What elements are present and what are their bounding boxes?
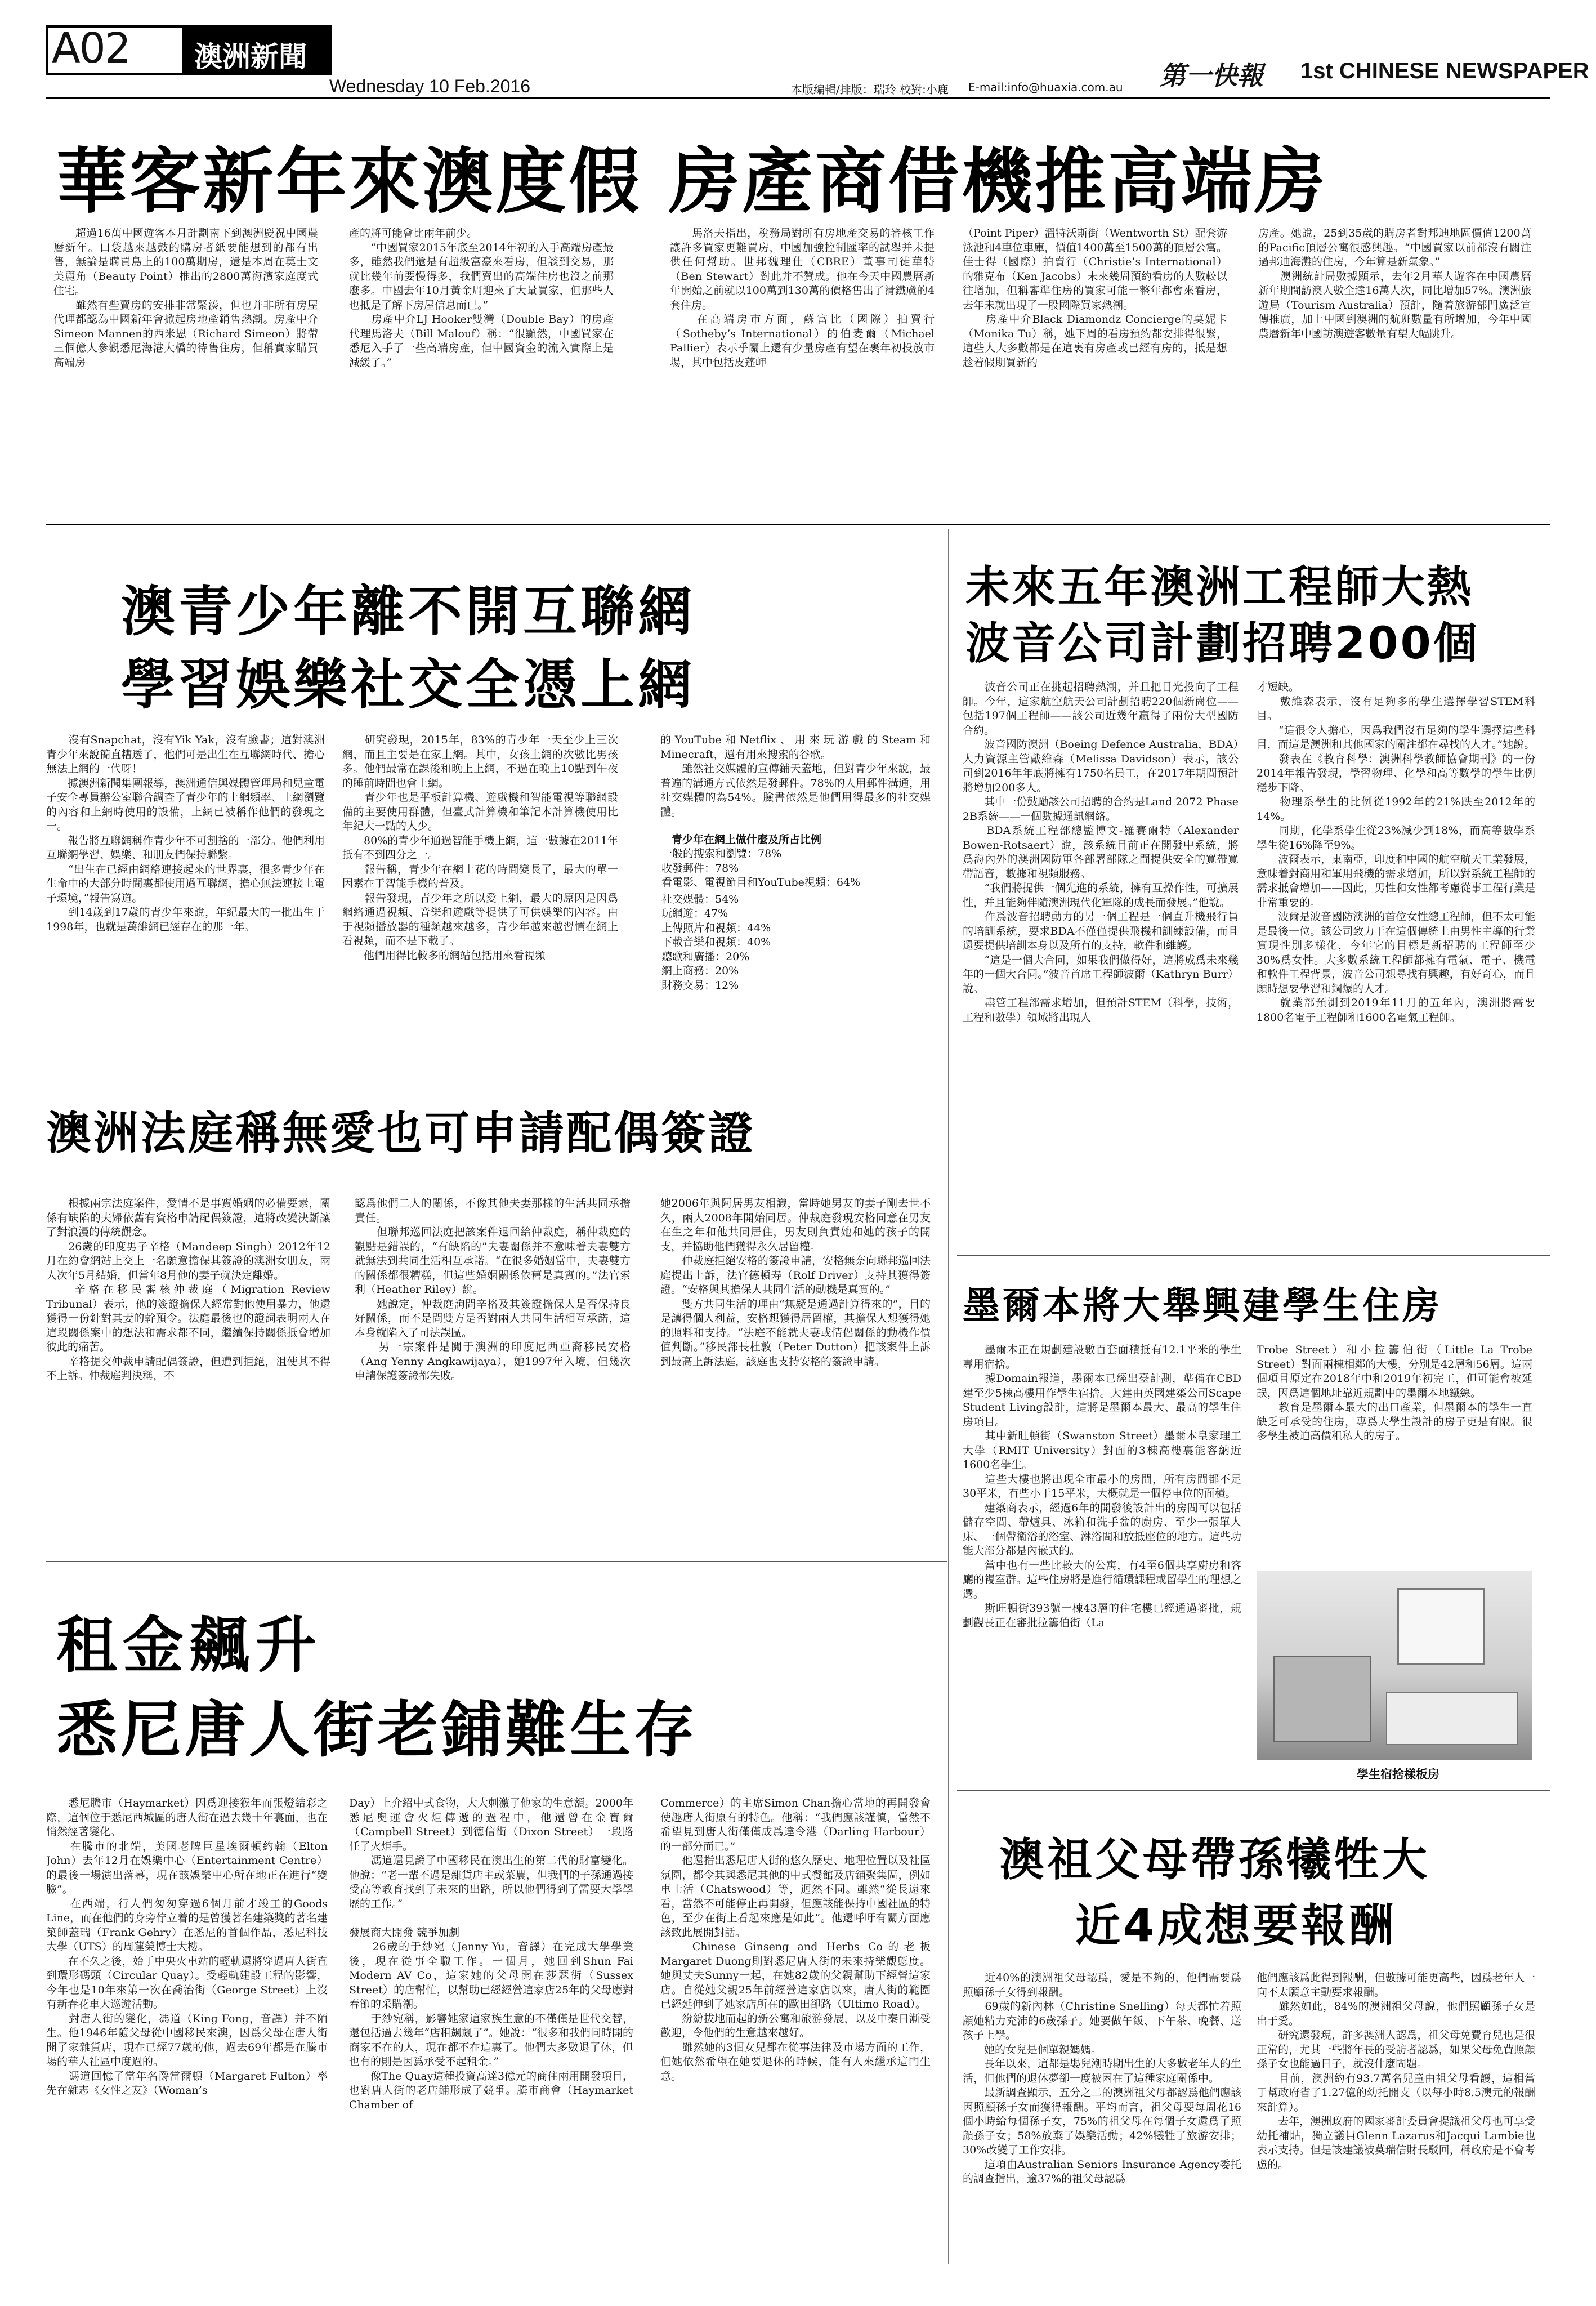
internet-headline-1: 澳青少年離不開互聯網 xyxy=(121,580,695,643)
engineers-col-2: 才短缺。 戴維森表示，沒有足夠多的學生選擇學習STEM科目。 “這很令人擔心，因爲我們沒有足夠的學生選擇這些科目，而這是澳洲和其他國家的關注都在尋找的人才。”她說。 發表在《教育科學：澳洲科學教師協會期刊》的一份2014年報告發現，學習物理、化學和高等數學的學生比例穩步下降。 物理系學生的比例從1992年的21%跌至2012年的14%。 同期，化學系學生從23%減少到18%，而高等數學系學生從16%降至9%。 波爾表示，東南亞，印度和中國的航空航天工業發展，意味着對商用和軍用飛機的需求增加，所以對系統工程師的需求抵會增加——因此，男性和女性都考慮從事工程行業是非常重要的。 波爾是波音國防澳洲的首位女性總工程師，但不太可能是最後一位。該公司致力于在這個傳統上由男性主導的行業實現性別多樣化，今年它的目標是新招聘的工程師至少30%爲女性。大多數系統工程師都擁有電氣、電子、機電和軟件工程背景，波音公司想尋找有興趣，有好奇心，而且願時想要學習和鋼爆的人才。 就業部預測到2019年11月的五年內，澳洲將需要1800名電子工程師和1600名電氣工程師。 xyxy=(1257,681,1535,1024)
court-col-3: 她2006年與阿居男友相識，當時她男友的妻子剛去世不久，兩人2008年開始同居。仲裁庭發現安格同意在男友在生之年和他共同居住，男友則負責她和她的孩子的開支，并協助他們獲得永久居留權。 仲裁庭拒絕安格的簽證申請，安格無奈向聯邦巡回法庭提出上訴，法官德頓寿（Rolf Driver）支持其獲得簽證。“安格與其擔保人共同生活的動機是真實的。” 雙方共同生活的理由“無疑是通過計算得來的”，目的是讓得個人利益，安格想獲得居留權，其擔保人想獲得她的照料和支持。“法庭不能就夫妻或情侶關係的動機作價值判斷。”移民部長杜敦（Peter Dutton）把該案件上訴到最高上訴法庭，該庭也支持安格的簽證申請。 xyxy=(660,1197,931,1368)
internet-stat-item: 社交媒體：54% xyxy=(661,893,739,906)
grandparents-headline-1: 澳祖父母帶孫犧牲大 xyxy=(999,1834,1430,1886)
court-col-2: 認爲他們二人的關係，不像其他夫妻那樣的生活共同承擔責任。 但聯邦巡回法庭把該案件退回給仲裁庭，稱仲裁庭的觀點是錯誤的，“有缺陷的”夫妻關係并不意味着夫妻雙方就無法到共同生活相互承諾。“在很多婚姻當中，夫妻雙方的關係都很糟糕，但這些婚姻關係依舊是真實的。”法官索利（Heather Riley）說。 她說定，仲裁庭詢問辛格及其簽證擔保人是否保持良好關係，而不是問雙方是否對兩人共同生活相互承諾，這本身就陷入了司法誤區。 另一宗案件是關于澳洲的印度尼西亞裔移民安格（Ang Yenny Angkawijaya），她1997年入境，但幾次申請保護簽證都失敗。 xyxy=(355,1197,631,1382)
lead-col-2: 產的將可能會比兩年前少。 “中國買家2015年底至2014年初的入手高端房產最多，雖然我們還是有超級富豪來看房，但談到交易，那就比幾年前要慢得多，我們賣出的高端住房也沒之前那麼多。中國去年10月黃金周迎來了大量買家，但那些人也抵是了解下房屋信息而已。” 房產中介LJ Hooker雙灣（Double Bay）的房產代理馬洛夫（Bill Malouf）稱：“很顯然，中國買家在悉尼入手了一些高端房產，但中國資金的流入實際上是減緩了。” xyxy=(349,227,614,369)
photo-caption: 學生宿捨樣板房 xyxy=(1357,1768,1439,1781)
students-headline: 墨爾本將大舉興建學生住房 xyxy=(963,1284,1442,1327)
rent-col-2: Day）上介紹中式食物，大大刺激了他家的生意額。2000年悉尼奧運會火炬傳遞的過程中，他還曾在金寶爾（Campbell Street）到德信街（Dixon Street）一段路任了火炬手。 馮道還見證了中國移民在澳出生的第二代的財富變化。他說：“老一輩不過是雜貨店主或菜農，但我們的子孫通過接受高等教育找到了未來的出路，所以他們得到了需要大學學歷的工作。” 發展商大開發 競爭加劇 26歲的于紗宛（Jenny Yu，音譯）在完成大學學業後，現在從事全職工作。一個月，她回到Shun Fai Modern AV Co，這家她的父母開在莎瑟街（Sussex Street）的店幫忙，以幫助已經經營這家店25年的父母應對春節的采購潮。 于紗宛稱，影響她家這家族生意的不僅僅是世代交替，還包括過去幾年“店租飆飆了”。她說：“很多和我們同時開的商家不在的人，現在都不在這裏了。他們大多數退了休，但也有的則是因爲承受不起租金。” 像The Quay這種投資高達3億元的商住兩用開發項目，也對唐人街的老店鋪形成了競爭。騰市商會（Haymarket Chamber of xyxy=(349,1797,633,2111)
internet-stat-item: 玩網遊：47% xyxy=(661,907,728,920)
masthead-editors: 本版編輯/排版：瑞玲 校對:小鹿 xyxy=(791,83,949,96)
grandparents-headline-2: 近4成想要報酬 xyxy=(1075,1899,1397,1952)
rent-headline-2: 悉尼唐人街老鋪難生存 xyxy=(56,1695,699,1765)
internet-stat-item: 看電影、電視節目和YouTube視頻：64% xyxy=(661,876,861,889)
masthead-email: E-mail:info@huaxia.com.au xyxy=(968,81,1123,94)
lead-bottom-rule xyxy=(46,524,1550,525)
rent-col-1: 悉尼騰市（Haymarket）因爲迎接猴年而張燈結彩之際，這個位于悉尼西城區的唐人街在過去幾十年裏面，也在悄然經著變化。 在騰市的北端，美國老牌巨星埃爾頓約翰（Elton John）去年12月在娛樂中心（Entertainment Centre）的最後一場演出落幕，現在該娛樂中心所在地正在進行“變臉”。 在西端，行人們匆匆穿過6個月前才竣工的Goods Line，而在他們的身旁佇立着的是曾獲著名建築獎的著名建築師蓋瑞（Frank Gehry）在悉尼的首個作品，悉尼科技大學（UTS）的周蓮榮博士大樓。 在不久之後，始于中央火車站的輕軌還將穿過唐人街直到環形碼頭（Circular Quay）。受輕軌建設工程的影響，今年也是10年來第一次在喬治街（George Street）上沒有新春花車大巡遊活動。 對唐人街的變化，馮道（King Fong，音譯）并不陌生。他1946年隨父母從中國移民來澳，因爲父母在唐人街開了家雜貨店，現在已經77歲的他，過去69年都是在騰市場的華人社區中度過的。 馮道回憶了當年名爵當爾頓（Margaret Fulton）率先在雜志《女性之友》（Woman’s xyxy=(46,1797,328,2097)
internet-col-2: 研究發現，2015年，83%的青少年一天至少上三次網，而且主要是在家上網。其中，女孩上網的次數比男孩多。他們最常在課後和晚上上網，不過在晚上10點到午夜的睡前時間也會上網。 青少年也是平板計算機、遊戲機和智能電視等聯網設備的主要使用群體，但臺式計算機和筆記本計算機使用比年紀大一點的人少。 80%的青少年通過智能手機上網，這一數據在2011年抵有不到四分之一。 報告稱，青少年在網上花的時間變長了，最大的單一因素在于智能手機的普及。 報告發現，青少年之所以愛上網，最大的原因是因爲網絡通過視頻、音樂和遊戲等提供了可供娛樂的內容。由于視頻播放器的種類越來越多，青少年越來越習慣在網上看視頻，而不是下載了。 他們用得比較多的網站包括用來看視頻 xyxy=(342,734,618,962)
court-headline: 澳洲法庭稱無愛也可申請配偶簽證 xyxy=(46,1107,755,1159)
internet-stat-item: 一般的搜索和瀏覽：78% xyxy=(661,848,782,860)
engineers-headline-2: 波音公司計劃招聘200個 xyxy=(965,618,1479,669)
internet-col-1: 沒有Snapchat，沒有Yik Yak，沒有臉書；這對澳洲青少年來說簡直糟透了，他們可是出生在互聯網時代、擔心無法上網的一代呀！ 據澳洲新聞集團報導，澳洲通信與媒體管理局和兒童電子安全專員辦公室聯合調查了青少年的上網頻率、上網瀏覽的內容和上網時使用的設備，上網已被稱作他們的發現之一。 報告將互聯網稱作青少年不可割捨的一部分。他們利用互聯網學習、娛樂、和朋友們保持聯繫。 “出生在已經由網絡連接起來的世界裏，很多青少年在生命中的大部分時間裏都使用過互聯網，擔心無法連接上電子環境，”報告寫道。 到14歲到17歲的青少年來說，年紀最大的一批出生于1998年，也就是萬維網已經存在的那一年。 xyxy=(46,734,325,933)
grandparents-col-1: 近40%的澳洲祖父母認爲，愛是不夠的，他們需要爲照顧孫子女得到報酬。 69歲的新內林（Christine Snelling）每天都忙着照顧她精力充沛的6歲孫子。她要做午飯、下午茶、晚餐、送孩子上學。 她的女兒是個單親媽媽。 長年以來，這都是嬰兒潮時期出生的大多數老年人的生活，但他們的退休夢卻一度被困在了這種家庭關係中。 最新調查顯示，五分之二的澳洲祖父母都認爲他們應該因照顧孫子女而獲得報酬。平均而言，祖父母要每周花16個小時給每個孫子女，75%的祖父母在每個子女還爲了照顧孫子女；58%放棄了娛樂活動；42%犧牲了旅游安排；30%改變了工作安排。 這項由Australian Seniors Insurance Agency委托的調查指出，逾37%的祖父母認爲 xyxy=(963,1972,1241,2185)
paper-logo: 第一快報 xyxy=(1160,60,1263,91)
rent-headline-1: 租金飆升 xyxy=(56,1611,323,1681)
section-label-box xyxy=(184,25,332,75)
page-code-box xyxy=(46,25,184,75)
student-room-photo xyxy=(1257,1571,1532,1760)
engineers-bottom-rule xyxy=(957,1255,1550,1256)
students-bottom-rule xyxy=(957,1790,1550,1791)
masthead-rule xyxy=(46,97,1550,99)
internet-stats-box xyxy=(660,832,931,1069)
photo-window xyxy=(1397,1588,1485,1665)
lead-col-3: 馬洛夫指出，稅務局對所有房地產交易的審核工作讓許多買家更難買房，中國加強控制匯率的試舉并未提供任何幫助。世邦魏理仕（CBRE）董事司徒華特（Ben Stewart）對此并不贊成。他在今天中國農曆新年開始之前就以100萬到130萬的價格售出了滑鐵盧的4套住房。 在高端房市方面，蘇富比（國際）拍賣行（Sotheby’s International）的伯麦爾（Michael Pallier）表示乎關上還有少量房產有望在裹年初投放市場，其中包括皮蓬岬 xyxy=(670,227,935,369)
engineers-col-1: 波音公司正在挑起招聘熱潮，并且把目光投向了工程師。今年，這家航空航天公司計劃招聘220個新崗位——包括197個工程師——該公司近幾年贏得了兩份大型國防合約。 波音國防澳洲（Boeing Defence Australia，BDA）人力資源主管戴維森（Melissa Davidson）表示，該公司到2016年年底將擁有1750名員工，在2017年期間預計將增加200多人。 其中一份鼓勵該公司招聘的合約是Land 2072 Phase 2B系統——一個數據通訊網絡。 BDA系統工程部總監博文-羅賽爾特（Alexander Bowen-Rotsaert）說，該系統目前正在開發中系統，將爲海內外的澳洲國防軍各部署部隊之間提供安全的寬帶寬帶語音，數據和視頻服務。 “我們將提供一個先進的系統，擁有互操作性，可擴展性，并且能夠伴隨澳洲現代化軍隊的成長而發展。”他說。 作爲波音招聘動力的另一個工程是一個直升機飛行員的培訓系統，要求BDA不僅僅提供飛機和訓練設備，而且還要提供培訓本身以及所有的支持，軟件和維護。 “這是一個大合同，如果我們做得好，這將成爲未來幾年的一個大合同。”波音首席工程師波爾（Kathryn Burr）說。 盡管工程部需求增加，但預計STEM（科學，技術，工程和數學）領域將出現人 xyxy=(963,681,1239,1024)
rent-col-3: Commerce）的主席Simon Chan擔心當地的再開發會使趣唐人街原有的特色。他稱：“我們應該謹慎，當然不希望見到唐人街僅僅成爲達令港（Darling Harbour）的一部分而已。” 他還指出悉尼唐人街的悠久歷史、地理位置以及社區氛圍，都令其與悉尼其他的中式餐館及店鋪聚集區，例如車士活（Chatswood）等，迥然不同。雖然“從長遠來看，當然不可能停止再開發，但應該能保持中國社區的特色，至少在街上看起來應是如此”。他還呼吁有關方面應該致此展開對話。 Chinese Ginseng and Herbs Co的老板Margaret Duong則對悉尼唐人街的未來持樂觀態度。她與丈夫Sunny一起，在她82歲的父親幫助下經營這家店。自從她父親25年前經營這家店以來，唐人街的範圍已經延伸到了她家店所在的歐田卻路（Ultimo Road）。 紛紛拔地而起的新公寓和旅游發展，以及中秦日漸受歡迎，令他們的生意越來越好。 雖然她的3個女兒都在從事法律及市場方面的工作，但她依然希望在她要退休的時候，能有人來繼承這門生意。 xyxy=(660,1797,931,2082)
internet-stat-item: 聽歌和廣播：20% xyxy=(661,950,750,963)
lead-col-4: （Point Piper）溫特沃斯街（Wentworth St）配套游泳池和4車位車庫，價值1400萬至1500萬的頂層公寓。佳士得（國際）拍賣行（Christie’s International）的雅克布（Ken Jacobs）未來幾周預約看房的人數較以往增加，但稱審準住房的買家可能一整年都會來看房，去年未就出現了一股國際買家熱潮。 房產中介Black Diamondz Concierge的莫妮卡（Monika Tu）稱，她下周的看房預約都安排得很緊，這些人大多數都是在這裏有房產或已經有房的，抵是想趁着假期買新的 xyxy=(963,227,1227,369)
internet-stat-item: 財務交易：12% xyxy=(661,979,739,992)
students-col-1: 墨爾本正在規劃建設數百套面積抵有12.1平米的學生專用宿捨。 據Domain報道，墨爾本已經出臺計劃，準備在CBD建至少5棟高樓用作學生宿捨。大建由英國建築公司Scape Student Living設計，這將是墨爾本最大、最高的學生住房項目。 其中新旺頓街（Swanston Street）墨爾本皇家理工大學（RMIT University）對面的3棟高樓裏能容納近1600名學生。 這些大樓也將出現全市最小的房間，所有房間都不足30平米，有些小于15平米，大概就是一個停車位的面積。 建築商表示，經過6年的開發後設計出的房間可以包括儲存空間、帶爐具、冰箱和洗手盆的廚房、至少一張單人床、一個帶衛浴的浴室、淋浴間和放抵座位的地方。這些功能大部分都是內嵌式的。 當中也有一些比較大的公寓，有4至6個共享廚房和客廳的複室群。這些住房將是進行循環課程或留學生的理想之選。 斯旺頓街393號一棟43層的住宅樓已經通過審批，規劃觀長正在審批拉籌伯街（La xyxy=(963,1344,1241,1629)
internet-col-3: 的YouTube和Netflix、用來玩游戲的Steam和Minecraft，還有用來搜索的谷歌。 雖然社交媒體的宣傳鋪天蓋地，但對青少年來說，最普遍的溝通方式依然是發郵件。78%的人用郵件溝通，用社交媒體的為54%。臉書依然是他們用得最多的社交媒體。 xyxy=(660,734,931,818)
grandparents-col-2: 他們應該爲此得到報酬，但數據可能更高些，因爲老年人一向不太願意主動要求報酬。 雖然如此，84%的澳洲祖父母說，他們照顧孫子女是出于愛。 研究還發現，許多澳洲人認爲，祖父母免費育兒也是很正常的，尤其一些將年長的受訪者認爲，如果父母免費照顧孫子女也能過日子，就沒什麼問題。 目前，澳洲約有93.7萬名兒童由祖父母看護，這相當于幫政府省了1.27億的幼托開支（以每小時8.5澳元的報酬來計算）。 去年，澳洲政府的國家審計委員會提議祖父母也可享受幼托補貼，獨立議員Glenn Lazarus和Jacqui Lambie也表示支持。但是該建議被莫瑞信財長駁回，稱政府是不會考慮的。 xyxy=(1257,1972,1535,2171)
section-label: 澳洲新聞 xyxy=(194,41,307,73)
internet-stat-item: 收發郵件：78% xyxy=(661,862,739,875)
page-code: A02 xyxy=(52,24,130,73)
engineers-headline-1: 未來五年澳洲工程師大熱 xyxy=(965,562,1474,613)
photo-cabinet xyxy=(1273,1656,1371,1742)
lead-headline: 華客新年來澳度假 房產商借機推高端房 xyxy=(56,140,1327,223)
photo-bed xyxy=(1386,1692,1518,1745)
lead-col-5: 房產。她說，25到35歲的購房者對邦迪地區價值1200萬的Pacific頂層公寓很感興趣。“中國買家以前都沒有關注過邦迪海灘的住房，今年算是新氣象。” 澳洲統計局數據顯示，去年2月華人遊客在中國農曆新年期間訪澳人數全達16萬人次，同比增加57%。澳洲旅遊局（Tourism Australia）預計，隨着旅游部門廣泛宣傳推廣，加上中國到澳洲的航班數量有所增加，今年中國農曆新年中國訪澳遊客數量有望大幅跳升。 xyxy=(1258,227,1531,340)
court-col-1: 根據兩宗法庭案件，愛情不是事實婚姻的必備要素，關係有缺陷的夫婦依舊有資格申請配偶簽證，這將改變決斷讓了對浪漫的傳統觀念。 26歲的印度男子辛格（Mandeep Singh）2012年12月在約會網站上交上一名願意擔保其簽證的澳洲女朋友，兩人次年5月結婚，但當年8月他的妻子就決定離婚。 辛格在移民審核仲裁庭（Migration Review Tribunal）表示，他的簽證擔保人經常對他使用暴力，他還獲得一份針對其妻的幹預令。法庭最後也的證詞表明兩人在這段關係案中的想法和需求都不同，繼續保持關係抵會增加彼此的痛苦。 辛格提交仲裁申請配偶簽證，但遭到拒絕，沮使其不得不上訴。仲裁庭判決稱，不 xyxy=(46,1197,330,1382)
lead-col-1: 超過16萬中國遊客本月計劃南下到澳洲慶祝中國農曆新年。口袋越來越鼓的購房者紙要能想到的都有出售，無論是購買島上的100萬期房，還是本周在莫士文美麗角（Beauty Point）推出的2800萬海濱家庭度式住宅。 雖然有些賣房的安排非常緊湊，但也并非所有房屋代理都認為中國新年會掀起房地產銷售熱潮。房產中介Simeon Mannen的西米恩（Richard Simeon）將帶三個億人參觀悉尼海港大橋的待售住房，但稱實家購買高端房 xyxy=(53,227,318,369)
column-divider xyxy=(948,529,949,2264)
internet-stats-list xyxy=(661,847,931,993)
internet-stat-item: 上傳照片和視頻：44% xyxy=(661,921,771,934)
court-bottom-rule xyxy=(46,1561,947,1562)
students-col-2: Trobe Street）和小拉籌伯街（Little La Trobe Street）對面兩棟相鄰的大樓，分別是42層和56層。這兩個項目原定在2018年中和2019年初完工，但可能會被延誤，因爲這個地址靠近規劃中的墨爾本地鐵線。 教育是墨爾本最大的出口產業，但墨爾本的學生一直缺乏可承受的住房，專爲大學生設計的房子更是有限。很多學生被迫高價租私人的房子。 xyxy=(1257,1344,1532,1442)
masthead-date: Wednesday 10 Feb.2016 xyxy=(329,76,530,96)
paper-name-english: 1st CHINESE NEWSPAPER xyxy=(1300,59,1589,83)
internet-stat-item: 下載音樂和視頻：40% xyxy=(661,936,771,948)
internet-stats-title: 青少年在網上做什麼及所占比例 xyxy=(672,833,822,846)
internet-headline-2: 學習娛樂社交全憑上網 xyxy=(121,653,695,716)
internet-stat-item: 網上商務：20% xyxy=(661,965,739,977)
